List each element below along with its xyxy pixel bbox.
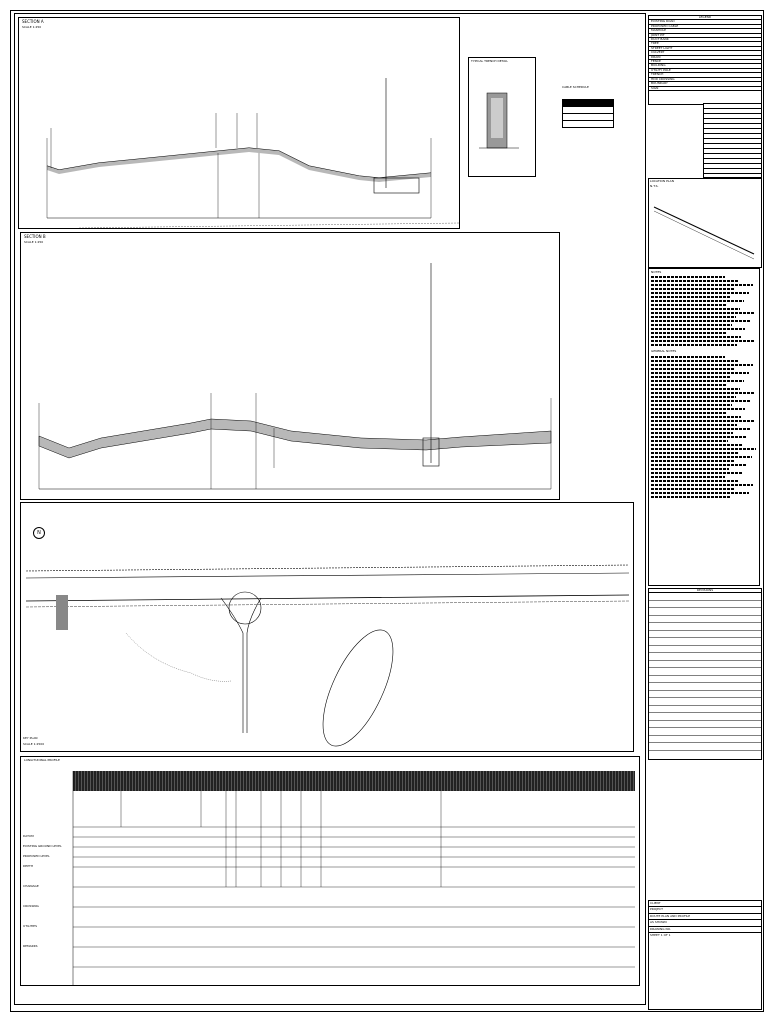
revision-title: REVISIONS — [649, 589, 761, 593]
cable-schedule-title: CABLE SCHEDULE — [562, 85, 589, 89]
note-line — [651, 316, 736, 318]
note-line — [651, 440, 728, 442]
legend-item: UTILITY POLE — [649, 69, 761, 73]
note-line — [651, 400, 750, 402]
profile-row-label: PROPOSED LEVEL — [23, 854, 50, 858]
note-line — [651, 452, 738, 454]
note-line — [651, 388, 740, 390]
note-line — [651, 360, 739, 362]
note-line — [651, 444, 742, 446]
north-arrow: N — [33, 527, 45, 539]
general-notes-block — [651, 356, 757, 498]
note-line — [651, 484, 753, 486]
legend-item: BUILDING — [649, 64, 761, 68]
key-plan-scale: SCALE 1:2500 — [23, 742, 45, 746]
note-line — [651, 448, 756, 450]
note-line — [651, 340, 755, 342]
section-a-panel — [18, 17, 460, 229]
note-line — [651, 468, 729, 470]
section-a-scale: SCALE 1:250 — [22, 25, 42, 29]
profile-row-labels — [23, 835, 71, 965]
cable-schedule — [562, 86, 614, 146]
notes-panel — [648, 268, 760, 586]
note-line — [651, 496, 731, 498]
key-plan-panel — [20, 502, 634, 752]
note-line — [651, 428, 751, 430]
note-line — [651, 384, 726, 386]
key-plan-title: KEY PLAN — [23, 736, 38, 740]
note-line — [651, 404, 732, 406]
trench-detail-drawing — [469, 58, 535, 176]
revision-table — [648, 588, 762, 760]
section-b-scale: SCALE 1:250 — [24, 240, 44, 244]
project-label: PROJECT — [649, 907, 761, 913]
profile-row-label: DEPTH — [23, 864, 34, 868]
trench-detail-panel — [468, 57, 536, 177]
profile-title: LONGITUDINAL PROFILE — [24, 758, 60, 762]
legend-item: BOUNDARY — [649, 82, 761, 86]
legend-title: LEGEND — [649, 16, 761, 20]
note-line — [651, 356, 725, 358]
note-line — [651, 304, 726, 306]
location-plan-scale: N.T.S. — [650, 184, 659, 189]
note-line — [651, 464, 747, 466]
section-a-title: SECTION A — [22, 19, 44, 24]
legend-item: STREET LIGHT — [649, 47, 761, 51]
notes-title: NOTES — [651, 270, 662, 274]
client-label: CLIENT — [649, 901, 761, 907]
note-line — [651, 364, 753, 366]
note-line — [651, 436, 746, 438]
scale-label: AS SHOWN — [649, 920, 761, 926]
note-line — [651, 336, 741, 338]
note-line — [651, 392, 754, 394]
note-line — [651, 344, 737, 346]
note-line — [651, 460, 734, 462]
profile-row-label: CROSSING — [23, 904, 39, 908]
note-line — [651, 380, 744, 382]
note-line — [651, 420, 755, 422]
note-line — [651, 396, 736, 398]
profile-row-label: DATUM — [23, 834, 34, 838]
legend-item: CULVERT — [649, 51, 761, 55]
legend-item: TREE — [649, 42, 761, 46]
note-line — [651, 328, 745, 330]
note-line — [651, 456, 752, 458]
note-line — [651, 288, 735, 290]
section-b-drawing — [21, 233, 559, 499]
legend-item: FENCE — [649, 60, 761, 64]
general-notes-title: GENERAL NOTES — [651, 349, 677, 354]
legend-item: TRENCH — [649, 73, 761, 77]
profile-drawing — [21, 757, 639, 985]
note-line — [651, 332, 727, 334]
section-b-panel — [20, 232, 560, 500]
note-line — [651, 276, 725, 278]
section-b-title: SECTION B — [24, 234, 46, 239]
note-line — [651, 312, 754, 314]
note-line — [651, 412, 727, 414]
section-a-drawing — [19, 18, 459, 228]
drawing-number: DRAWING NO. — [649, 927, 761, 933]
legend-item: SIGN — [649, 87, 761, 91]
note-line — [651, 424, 737, 426]
legend-item: MANHOLE — [649, 29, 761, 33]
profile-row-label: REMARKS — [23, 944, 38, 948]
profile-panel — [20, 756, 640, 986]
title-block — [648, 900, 762, 1010]
note-line — [651, 300, 744, 302]
legend-panel — [648, 15, 762, 105]
note-line — [651, 324, 732, 326]
note-line — [651, 472, 743, 474]
profile-row-label: CHAINAGE — [23, 884, 39, 888]
note-line — [651, 476, 725, 478]
drawing-title: ROUTE PLAN AND PROFILE — [649, 914, 761, 920]
location-plan — [648, 178, 762, 268]
note-line — [651, 284, 753, 286]
symbol-table — [703, 103, 762, 178]
legend-list — [649, 20, 761, 91]
note-line — [651, 292, 749, 294]
note-line — [651, 480, 739, 482]
note-line — [651, 280, 739, 282]
note-line — [651, 296, 731, 298]
legend-item: EXISTING ROAD — [649, 20, 761, 24]
trench-detail-title: TYPICAL TRENCH DETAIL — [471, 59, 508, 63]
profile-row-label: UTILITIES — [23, 924, 37, 928]
note-line — [651, 432, 733, 434]
legend-item: JOINT PIT — [649, 34, 761, 38]
location-plan-title: LOCATION PLAN — [650, 179, 674, 183]
note-line — [651, 376, 731, 378]
profile-row-label: EXISTING GROUND LEVEL — [23, 844, 62, 848]
legend-item: DUCT BANK — [649, 38, 761, 42]
sheet-number: SHEET 1 OF 1 — [650, 933, 671, 938]
notes-block — [651, 276, 757, 346]
note-line — [651, 408, 745, 410]
note-line — [651, 416, 741, 418]
key-plan-drawing — [21, 503, 633, 751]
note-line — [651, 308, 740, 310]
legend-item: HDD CROSSING — [649, 78, 761, 82]
legend-item: PROPOSED CABLE — [649, 25, 761, 29]
note-line — [651, 368, 735, 370]
note-line — [651, 492, 749, 494]
location-plan-drawing — [649, 179, 761, 267]
note-line — [651, 488, 735, 490]
note-line — [651, 372, 749, 374]
note-line — [651, 320, 750, 322]
legend-item: DRAIN — [649, 56, 761, 60]
